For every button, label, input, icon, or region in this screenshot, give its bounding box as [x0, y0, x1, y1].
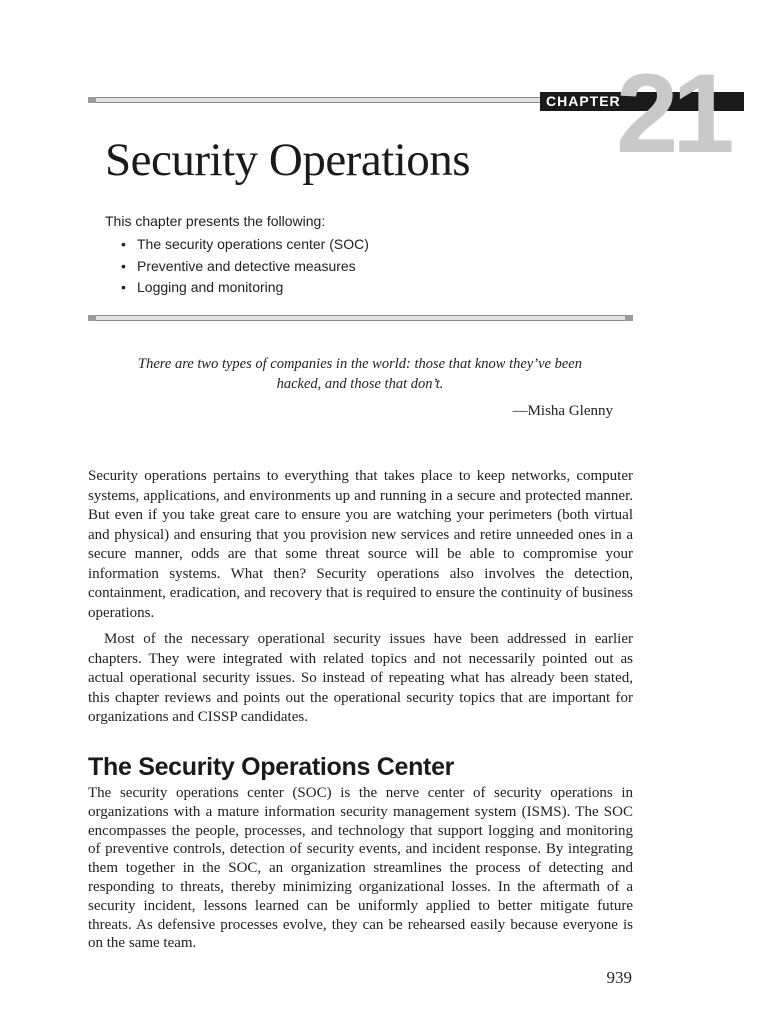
body-paragraph: Security operations pertains to everything that takes place to keep networks, computer systems, applications, and environments up and running in a secure and protected manner. But even if you take great care to ensure you are watching your perimeters (both virtual and physical) and ensuring that you provision new services and retire unneeded ones in a secure manner, odds are that some threat source will be able to compromise your information systems. What then? Security operations also involves the detection, containment, eradication, and recovery that is required to ensure the continuity of business operations. — [88, 468, 633, 621]
overview-divider-rule — [88, 315, 633, 321]
chapter-title: Security Operations — [105, 134, 471, 186]
rule-cap-left — [88, 315, 96, 321]
overview-item: • Logging and monitoring — [119, 277, 605, 299]
epigraph-attribution: —Misha Glenny — [512, 403, 613, 419]
chapter-label: CHAPTER — [546, 93, 621, 109]
chapter-overview — [105, 211, 605, 299]
epigraph-quote: There are two types of companies in the world: those that know they’ve been hacked, and those that don’t. — [138, 356, 582, 392]
chapter-number: 21 — [616, 51, 729, 176]
page-number: 939 — [606, 968, 632, 987]
overview-lead: This chapter presents the following: — [105, 213, 326, 229]
overview-list — [105, 234, 605, 299]
rule-cap-left — [88, 97, 96, 103]
overview-item: • Preventive and detective measures — [119, 256, 605, 278]
body-paragraph: Most of the necessary operational security issues have been addressed in earlier chapters. They were integrated with related topics and not necessarily pointed out as actual operational security issues. So instead of repeating what has already been stated, this chapter reviews and points out the operational security topics that are important for organizations and CISSP candidates. — [88, 631, 633, 725]
rule-cap-right — [625, 315, 633, 321]
overview-item: • The security operations center (SOC) — [119, 234, 605, 256]
section-paragraph: The security operations center (SOC) is the nerve center of security operations in organizations with a mature information security management system (ISMS). The SOC encompasses the people, processes, and technology that support logging and monitoring of preventive controls, detection of security events, and incident response. By integrating them together in the SOC, an organization streamlines the process of detecting and responding to threats, thereby minimizing organizational losses. In the aftermath of a security incident, lessons learned can be uniformly applied to better mitigate future threats. As defensive processes evolve, they can be rehearsed easily because everyone is on the same team. — [88, 785, 633, 952]
section-heading: The Security Operations Center — [88, 753, 455, 781]
